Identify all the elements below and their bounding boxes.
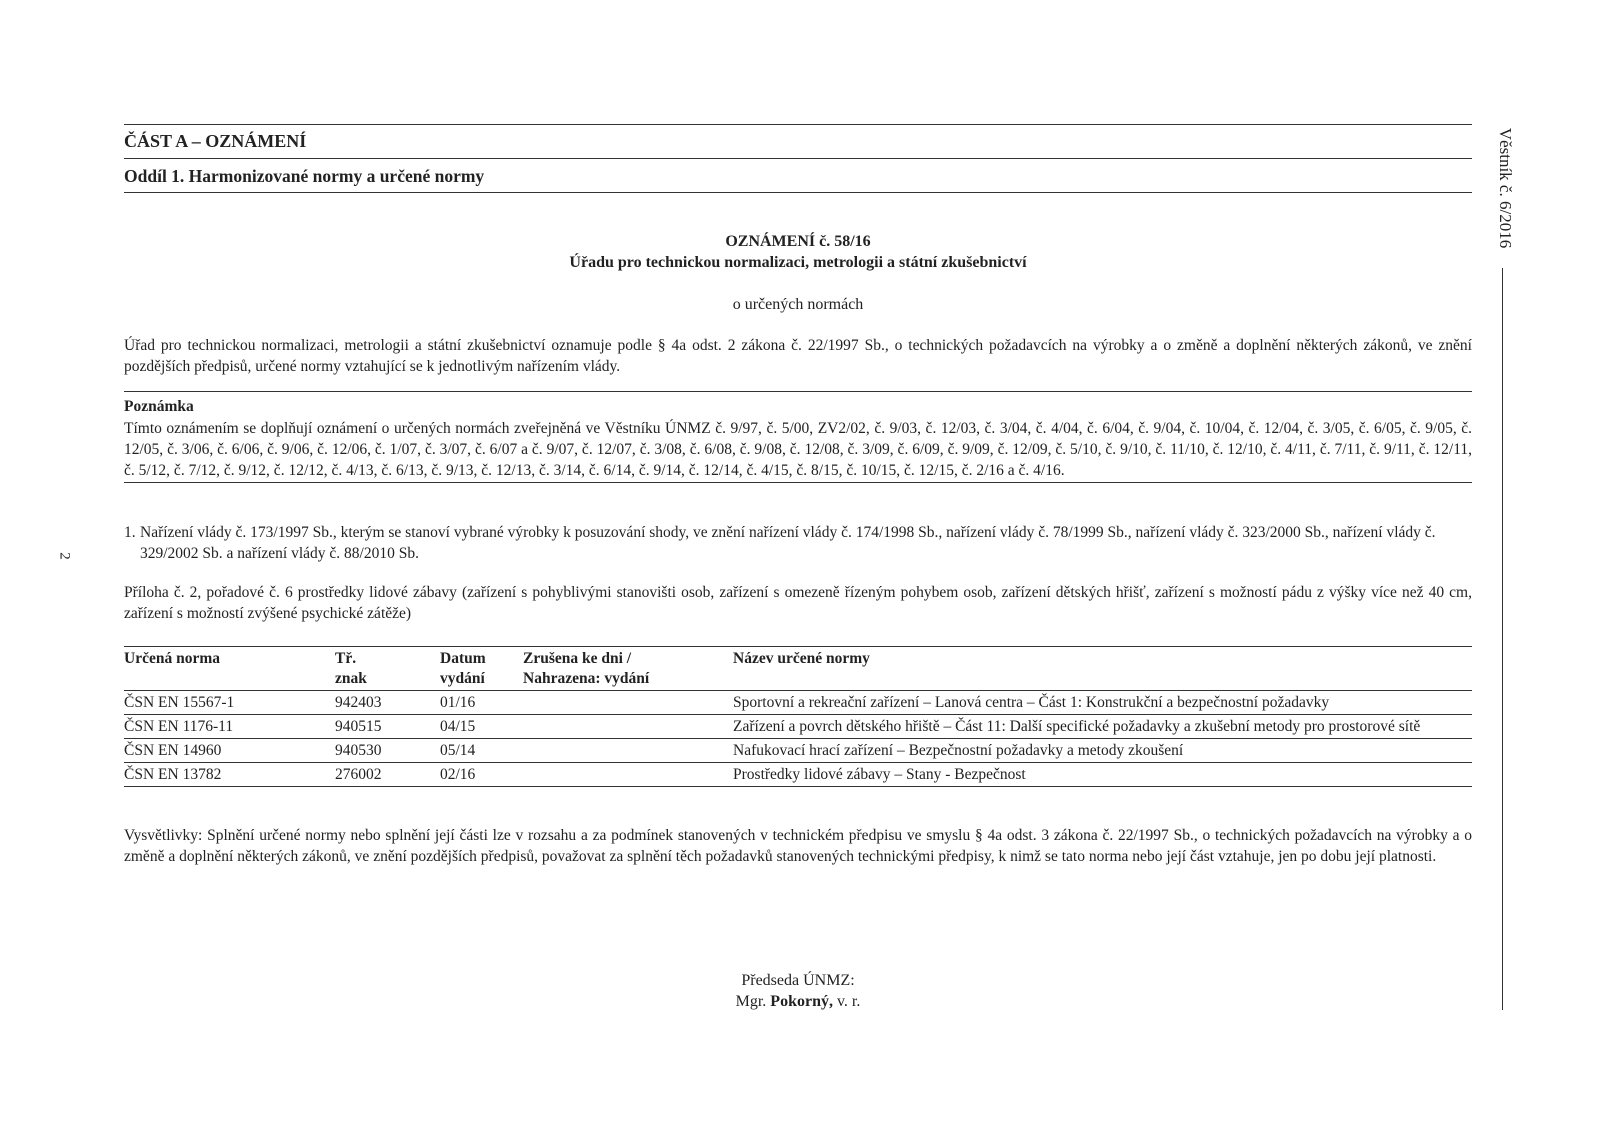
section-title: Oddíl 1. Harmonizované normy a určené normy	[124, 166, 485, 186]
annex-paragraph: Příloha č. 2, pořadové č. 6 prostředky lidové zábavy (zařízení s pohyblivými stanovišti osob, zařízení s omezeně řízeným pohybem osob, zařízení dětských hřišť, zařízení s možností pádu z výšky více než 40 cm, zařízení s možností zvýšené psychické zátěže)	[124, 584, 1472, 622]
table-row	[124, 691, 1472, 715]
notice-subject: o určených normách	[732, 296, 864, 313]
cell-date: 04/15	[440, 718, 476, 735]
cell-norm: ČSN EN 1176-11	[124, 718, 234, 735]
cell-cancelled	[523, 739, 733, 763]
signature-prefix: Mgr.	[735, 993, 767, 1010]
cell-name: Sportovní a rekreační zařízení – Lanová centra – Část 1: Konstrukční a bezpečnostní požadavky	[733, 694, 1330, 711]
header-bottom-rule	[124, 192, 1472, 193]
notice-authority: Úřadu pro technickou normalizaci, metrologii a státní zkušebnictví	[569, 254, 1027, 271]
issue-label: Věstník č. 6/2016	[1496, 127, 1515, 249]
note-top-rule	[124, 391, 1472, 392]
cell-norm: ČSN EN 13782	[124, 766, 222, 783]
note-heading: Poznámka	[124, 398, 194, 415]
signature-title: Předseda ÚNMZ:	[741, 972, 855, 989]
header-middle-rule	[124, 158, 1472, 159]
cell-date: 05/14	[440, 742, 476, 759]
cell-name: Nafukovací hrací zařízení – Bezpečnostní požadavky a metody zkoušení	[733, 742, 1184, 759]
cell-cancelled	[523, 715, 733, 739]
cell-cancelled	[523, 763, 733, 787]
cell-norm: ČSN EN 14960	[124, 742, 222, 759]
cell-norm: ČSN EN 15567-1	[124, 694, 235, 711]
header-name: Název určené normy	[733, 650, 870, 667]
intro-paragraph: Úřad pro technickou normalizaci, metrologii a státní zkušebnictví oznamuje podle § 4a odst. 2 zákona č. 22/1997 Sb., o technických požadavcích na výrobky a o změně a doplnění některých zákonů, ve znění pozdějších předpisů, určené normy vztahující se k jednotlivým nařízením vlády.	[124, 337, 1472, 375]
regulation-number: 1.	[124, 524, 136, 541]
norms-table	[124, 646, 1472, 787]
cell-cancelled	[523, 691, 733, 715]
regulation-item	[124, 523, 1472, 564]
cell-class: 940515	[335, 718, 382, 735]
header-class: Tř. znak	[335, 650, 367, 687]
header-top-rule	[124, 124, 1472, 125]
explanation-paragraph: Vysvětlivky: Splnění určené normy nebo splnění její části lze v rozsahu a za podmínek stanovených v technickém předpisu ve smyslu § 4a odst. 3 zákona č. 22/1997 Sb., o technických požadavcích na výrobky a o změně a doplnění některých zákonů, ve znění pozdějších předpisů, považovat za splnění těch požadavků stanovených technickými předpisy, k nimž se tato norma nebo její část vztahuje, jen po dobu její platnosti.	[124, 827, 1472, 865]
header-date: Datum vydání	[440, 650, 486, 687]
cell-class: 940530	[335, 742, 382, 759]
part-title: ČÁST A – OZNÁMENÍ	[124, 131, 307, 151]
table-row	[124, 739, 1472, 763]
page-number: 2	[56, 552, 73, 560]
signature-suffix: v. r.	[836, 993, 861, 1010]
note-text: Tímto oznámením se doplňují oznámení o určených normách zveřejněná ve Věstníku ÚNMZ č. 9/97, č. 5/00, ZV2/02, č. 9/03, č. 12/03, č. 3/04, č. 4/04, č. 6/04, č. 9/04, č. 10/04, č. 12/04, č. 3/05, č. 6/05, č. 9/05, č. 12/05, č. 3/06, č. 6/06, č. 9/06, č. 12/06, č. 1/07, č. 3/07, č. 6/07 a č. 9/07, č. 12/07, č. 3/08, č. 6/08, č. 9/08, č. 12/08, č. 3/09, č. 6/09, č. 9/09, č. 12/09, č. 5/10, č. 9/10, č. 11/10, č. 12/10, č. 4/11, č. 7/11, č. 9/11, č. 12/11, č. 5/12, č. 7/12, č. 9/12, č. 12/12, č. 4/13, č. 6/13, č. 9/13, č. 12/13, č. 3/14, č. 6/14, č. 9/14, č. 12/14, č. 4/15, č. 8/15, č. 10/15, č. 12/15, č. 2/16 a č. 4/16.	[124, 420, 1472, 479]
cell-name: Prostředky lidové zábavy – Stany - Bezpečnost	[733, 766, 1026, 783]
cell-date: 02/16	[440, 766, 476, 783]
signature-name	[124, 993, 1472, 1011]
table-row	[124, 715, 1472, 739]
header-cancelled: Zrušena ke dni / Nahrazena: vydání	[523, 650, 650, 687]
note-bottom-rule	[124, 482, 1472, 483]
notice-title: OZNÁMENÍ č. 58/16	[725, 233, 871, 250]
cell-class: 276002	[335, 766, 382, 783]
table-header-row	[124, 647, 1472, 691]
header-norm: Určená norma	[124, 650, 220, 667]
table-row	[124, 763, 1472, 787]
regulation-text: Nařízení vlády č. 173/1997 Sb., kterým se stanoví vybrané výrobky k posuzování shody, ve znění nařízení vlády č. 174/1998 Sb., nařízení vlády č. 78/1999 Sb., nařízení vlády č. 323/2000 Sb., nařízení vlády č. 329/2002 Sb. a nařízení vlády č. 88/2010 Sb.	[140, 524, 1436, 562]
cell-date: 01/16	[440, 694, 476, 711]
signature-surname: Pokorný,	[770, 993, 833, 1010]
right-margin-rule	[1502, 268, 1503, 1010]
cell-class: 942403	[335, 694, 382, 711]
cell-name: Zařízení a povrch dětského hřiště – Část 11: Další specifické požadavky a zkušební metody pro prostorové sítě	[733, 718, 1421, 735]
